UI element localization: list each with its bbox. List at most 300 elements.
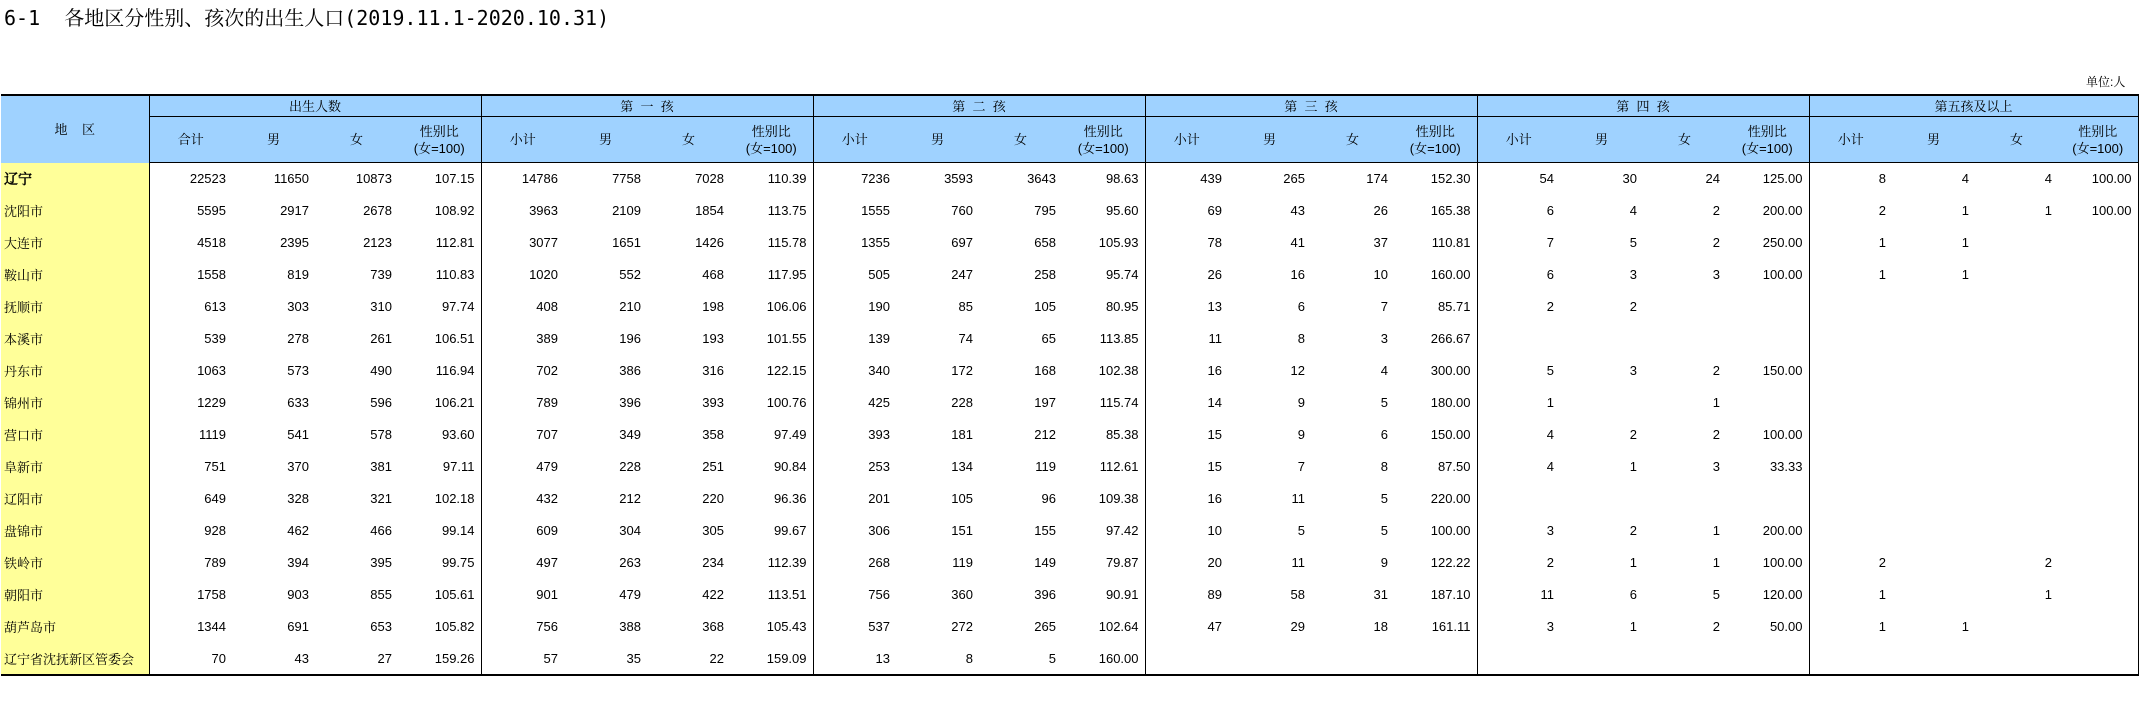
table-cell: 7758 (612, 171, 641, 187)
region-name: 大连市 (1, 227, 149, 259)
table-cell: 261 (370, 331, 392, 346)
table-cell: 1558 (197, 267, 226, 282)
table-cell: 181 (951, 427, 973, 442)
table-cell: 439 (1200, 171, 1222, 187)
table-cell: 691 (287, 619, 309, 634)
table-cell: 2 (1712, 203, 1720, 218)
table-cell: 394 (287, 555, 309, 570)
table-cell (1643, 291, 1726, 323)
table-cell: 5 (1048, 650, 1056, 666)
sub-header: 男 (232, 117, 315, 163)
table-cell: 16 (1290, 267, 1305, 282)
table-cell: 5 (1629, 235, 1637, 250)
table-row (1, 419, 2138, 451)
table-cell: 8 (965, 650, 973, 666)
table-cell (2058, 643, 2138, 675)
table-cell: 220 (702, 491, 724, 506)
table-cell: 95.74 (1062, 259, 1145, 291)
table-cell: 98.63 (1062, 163, 1145, 195)
region-name: 抚顺市 (1, 291, 149, 323)
table-cell: 702 (536, 363, 558, 378)
table-cell: 29 (1290, 619, 1305, 634)
table-cell: 4 (1629, 203, 1637, 218)
table-cell: 789 (204, 555, 226, 570)
table-cell: 5 (1380, 523, 1388, 538)
table-cell (1809, 643, 1892, 675)
table-cell: 174 (1366, 171, 1388, 187)
table-cell: 4 (1546, 427, 1554, 442)
table-cell: 2 (1712, 363, 1720, 378)
table-cell (1228, 643, 1311, 675)
table-cell: 31 (1373, 587, 1388, 602)
table-cell: 1651 (612, 235, 641, 250)
table-cell: 160.00 (1394, 259, 1477, 291)
table-cell: 228 (951, 395, 973, 410)
sub-header: 小计 (813, 117, 896, 163)
table-cell: 22 (709, 650, 724, 666)
region-name: 铁岭市 (1, 547, 149, 579)
table-cell: 220.00 (1394, 483, 1477, 515)
table-cell (1726, 483, 1809, 515)
table-cell (1892, 451, 1975, 483)
table-cell: 12 (1290, 363, 1305, 378)
sex-ratio-label: 性别比 (1747, 123, 1787, 139)
table-cell (1975, 643, 2058, 675)
table-cell: 161.11 (1394, 611, 1477, 643)
sub-header: 小计 (1145, 117, 1228, 163)
table-cell: 200.00 (1726, 515, 1809, 547)
table-cell (1975, 291, 2058, 323)
table-cell: 462 (287, 523, 309, 538)
table-cell: 2 (1629, 427, 1637, 442)
table-cell (1892, 291, 1975, 323)
sex-ratio-header (2058, 117, 2138, 163)
group-header: 第五孩及以上 (1809, 95, 2138, 117)
table-cell: 349 (619, 427, 641, 442)
table-cell: 26 (1373, 203, 1388, 218)
table-cell: 9 (1297, 395, 1305, 410)
table-row (1, 643, 2138, 675)
table-cell: 6 (1297, 299, 1305, 314)
table-cell: 425 (868, 395, 890, 410)
table-cell: 2395 (280, 235, 309, 250)
table-cell (1643, 323, 1726, 355)
sub-header: 男 (1892, 117, 1975, 163)
table-cell: 505 (868, 267, 890, 282)
table-cell (1809, 291, 1892, 323)
sub-header: 小计 (1477, 117, 1560, 163)
table-cell: 30 (1622, 171, 1637, 187)
table-cell (1726, 291, 1809, 323)
sex-ratio-label: 性别比 (1083, 123, 1123, 139)
table-cell: 2 (1712, 619, 1720, 634)
table-cell: 4 (1546, 459, 1554, 474)
table-cell: 310 (370, 299, 392, 314)
table-cell: 108.92 (398, 195, 481, 227)
table-cell: 1 (1629, 619, 1637, 634)
table-cell: 2 (1712, 235, 1720, 250)
table-cell: 306 (868, 523, 890, 538)
table-cell: 105.43 (730, 611, 813, 643)
table-cell (1809, 419, 1892, 451)
group-header: 出生人数 (149, 95, 481, 117)
sex-ratio-basis: (女=100) (1741, 140, 1793, 156)
table-cell: 150.00 (1726, 355, 1809, 387)
page-title: 6-1 各地区分性别、孩次的出生人口(2019.11.1-2020.10.31) (4, 6, 610, 30)
sub-header: 女 (1311, 117, 1394, 163)
table-cell (1311, 643, 1394, 675)
table-cell: 196 (619, 331, 641, 346)
region-header: 地 区 (1, 95, 149, 163)
table-cell: 328 (287, 491, 309, 506)
table-cell: 7 (1380, 299, 1388, 314)
sex-ratio-header (1726, 117, 1809, 163)
table-cell: 1 (1878, 587, 1886, 602)
table-cell (1726, 323, 1809, 355)
table-cell (2058, 355, 2138, 387)
table-cell: 43 (1290, 203, 1305, 218)
table-cell: 1 (2044, 587, 2052, 602)
table-cell: 113.85 (1062, 323, 1145, 355)
sub-header: 女 (1643, 117, 1726, 163)
sub-header: 女 (315, 117, 398, 163)
table-cell: 3 (1629, 363, 1637, 378)
table-cell: 268 (868, 555, 890, 570)
table-cell: 54 (1539, 171, 1554, 187)
table-cell: 5 (1380, 395, 1388, 410)
table-cell: 193 (702, 331, 724, 346)
table-cell: 78 (1207, 235, 1222, 250)
table-cell: 321 (370, 491, 392, 506)
table-cell: 16 (1207, 363, 1222, 378)
region-name: 沈阳市 (1, 195, 149, 227)
table-cell (1975, 419, 2058, 451)
table-cell (1560, 323, 1643, 355)
table-cell: 89 (1207, 587, 1222, 602)
table-cell: 649 (204, 491, 226, 506)
table-cell: 172 (951, 363, 973, 378)
table-cell: 70 (211, 650, 226, 666)
table-cell: 112.81 (398, 227, 481, 259)
table-cell: 11 (1291, 555, 1305, 570)
table-cell: 15 (1207, 427, 1222, 442)
table-cell (1975, 323, 2058, 355)
table-cell: 490 (370, 363, 392, 378)
table-cell: 9 (1380, 555, 1388, 570)
table-cell: 116.94 (398, 355, 481, 387)
table-cell (1892, 387, 1975, 419)
table-cell: 479 (536, 459, 558, 474)
table-cell: 263 (619, 555, 641, 570)
table-cell: 117.95 (730, 259, 813, 291)
table-cell (1975, 515, 2058, 547)
table-cell: 2 (1629, 523, 1637, 538)
table-cell: 466 (370, 523, 392, 538)
table-cell: 102.38 (1062, 355, 1145, 387)
table-cell: 1229 (197, 395, 226, 410)
table-cell: 250.00 (1726, 227, 1809, 259)
table-cell (2058, 451, 2138, 483)
table-cell: 96 (1041, 491, 1056, 506)
table-cell: 2 (1546, 299, 1554, 314)
table-cell: 198 (702, 299, 724, 314)
table-cell (1560, 483, 1643, 515)
table-cell: 10873 (355, 171, 392, 187)
table-cell: 396 (1034, 587, 1056, 602)
table-cell: 578 (370, 427, 392, 442)
sex-ratio-label: 性别比 (419, 123, 459, 139)
region-name: 营口市 (1, 419, 149, 451)
table-cell: 633 (287, 395, 309, 410)
table-cell (1726, 643, 1809, 675)
table-cell: 360 (951, 587, 973, 602)
table-cell: 541 (287, 427, 309, 442)
table-cell: 901 (536, 587, 558, 602)
sex-ratio-basis: (女=100) (2072, 140, 2124, 156)
table-cell: 139 (868, 331, 890, 346)
table-cell: 112.39 (730, 547, 813, 579)
table-cell: 3 (1380, 331, 1388, 346)
table-cell: 160.00 (1062, 643, 1145, 675)
table-cell: 497 (536, 555, 558, 570)
table-cell: 1 (1878, 235, 1886, 250)
table-cell: 6 (1380, 427, 1388, 442)
table-cell: 7 (1546, 235, 1554, 250)
sex-ratio-label: 性别比 (2078, 123, 2118, 139)
table-cell (1975, 227, 2058, 259)
table-row (1, 259, 2138, 291)
sex-ratio-header (398, 117, 481, 163)
table-cell: 1 (1629, 555, 1637, 570)
table-cell: 47 (1207, 619, 1222, 634)
table-cell: 789 (536, 395, 558, 410)
table-cell (1892, 355, 1975, 387)
table-cell: 1 (1546, 395, 1554, 410)
table-cell: 1555 (861, 203, 890, 218)
table-cell: 112.61 (1062, 451, 1145, 483)
table-row (1, 355, 2138, 387)
table-cell: 11 (1540, 587, 1554, 602)
table-cell: 247 (951, 267, 973, 282)
table-cell: 155 (1034, 523, 1056, 538)
table-row (1, 163, 2138, 195)
table-cell: 3 (1546, 619, 1554, 634)
table-cell: 151 (951, 523, 973, 538)
table-cell: 13 (875, 650, 890, 666)
sub-header: 女 (1975, 117, 2058, 163)
sub-header: 男 (896, 117, 979, 163)
table-cell: 1 (1629, 459, 1637, 474)
table-cell: 1 (1878, 267, 1886, 282)
table-cell: 1063 (197, 363, 226, 378)
table-cell (1892, 323, 1975, 355)
table-cell: 100.76 (730, 387, 813, 419)
table-cell: 368 (702, 619, 724, 634)
table-cell: 15 (1207, 459, 1222, 474)
table-cell: 26 (1207, 267, 1222, 282)
table-cell: 100.00 (2058, 163, 2138, 195)
table-cell: 85 (958, 299, 973, 314)
table-cell: 1 (1961, 203, 1969, 218)
table-cell (1560, 387, 1643, 419)
table-cell: 266.67 (1394, 323, 1477, 355)
table-row (1, 195, 2138, 227)
table-cell: 2 (1546, 555, 1554, 570)
table-cell: 5 (1380, 491, 1388, 506)
table-row (1, 547, 2138, 579)
table-cell: 85.38 (1062, 419, 1145, 451)
table-cell: 795 (1034, 203, 1056, 218)
table-cell (1975, 611, 2058, 643)
table-cell: 187.10 (1394, 579, 1477, 611)
table-cell: 85.71 (1394, 291, 1477, 323)
table-cell: 105.82 (398, 611, 481, 643)
sex-ratio-label: 性别比 (1415, 123, 1455, 139)
table-cell: 1 (1712, 555, 1720, 570)
table-cell: 95.60 (1062, 195, 1145, 227)
table-cell: 7 (1297, 459, 1305, 474)
table-cell: 33.33 (1726, 451, 1809, 483)
table-cell: 1020 (529, 267, 558, 282)
table-cell: 149 (1034, 555, 1056, 570)
table-cell: 855 (370, 587, 392, 602)
group-header: 第 三 孩 (1145, 95, 1477, 117)
table-cell: 159.09 (730, 643, 813, 675)
table-cell (1809, 515, 1892, 547)
table-cell: 100.00 (2058, 195, 2138, 227)
table-cell: 150.00 (1394, 419, 1477, 451)
table-cell: 100.00 (1726, 259, 1809, 291)
table-cell: 102.18 (398, 483, 481, 515)
table-cell: 1355 (861, 235, 890, 250)
table-cell: 100.00 (1394, 515, 1477, 547)
table-cell: 388 (619, 619, 641, 634)
table-row (1, 227, 2138, 259)
sub-header: 小计 (1809, 117, 1892, 163)
table-cell: 152.30 (1394, 163, 1477, 195)
sub-header: 女 (979, 117, 1062, 163)
table-cell: 613 (204, 299, 226, 314)
table-cell (1975, 451, 2058, 483)
table-cell: 50.00 (1726, 611, 1809, 643)
table-cell: 393 (702, 395, 724, 410)
table-cell: 395 (370, 555, 392, 570)
table-cell (1560, 643, 1643, 675)
table-cell (1477, 643, 1560, 675)
region-name: 丹东市 (1, 355, 149, 387)
table-cell: 11650 (273, 171, 309, 187)
table-cell: 20 (1207, 555, 1222, 570)
table-cell (2058, 323, 2138, 355)
table-cell (2058, 291, 2138, 323)
table-cell: 6 (1546, 267, 1554, 282)
sub-header: 男 (564, 117, 647, 163)
table-cell: 9 (1297, 427, 1305, 442)
table-cell (2058, 515, 2138, 547)
table-cell (1809, 387, 1892, 419)
table-cell: 210 (619, 299, 641, 314)
table-cell (1394, 643, 1477, 675)
table-cell: 14786 (521, 171, 558, 187)
sex-ratio-header (730, 117, 813, 163)
table-cell (2058, 547, 2138, 579)
sex-ratio-header (1062, 117, 1145, 163)
table-cell: 105 (951, 491, 973, 506)
table-cell: 10 (1207, 523, 1222, 538)
table-cell: 165.38 (1394, 195, 1477, 227)
table-cell: 1758 (197, 587, 226, 602)
table-cell: 272 (951, 619, 973, 634)
table-cell: 106.21 (398, 387, 481, 419)
table-cell: 106.06 (730, 291, 813, 323)
table-cell: 180.00 (1394, 387, 1477, 419)
table-cell: 99.75 (398, 547, 481, 579)
table-cell: 316 (702, 363, 724, 378)
sub-header: 合计 (149, 117, 232, 163)
table-cell: 101.55 (730, 323, 813, 355)
table-cell: 4 (1961, 171, 1969, 187)
table-cell: 35 (626, 650, 641, 666)
table-cell (2058, 419, 2138, 451)
table-cell: 113.51 (730, 579, 813, 611)
table-cell: 609 (536, 523, 558, 538)
table-cell: 212 (619, 491, 641, 506)
table-cell: 6 (1546, 203, 1554, 218)
table-cell (1975, 355, 2058, 387)
table-cell: 100.00 (1726, 547, 1809, 579)
table-cell: 760 (951, 203, 973, 218)
table-cell: 2678 (363, 203, 392, 218)
table-cell (2058, 611, 2138, 643)
table-cell: 2123 (363, 235, 392, 250)
region-name: 盘锦市 (1, 515, 149, 547)
table-cell: 2 (1629, 299, 1637, 314)
table-cell: 408 (536, 299, 558, 314)
table-cell (1726, 387, 1809, 419)
table-cell: 7028 (695, 171, 724, 187)
table-cell: 99.14 (398, 515, 481, 547)
table-cell: 1 (1712, 523, 1720, 538)
table-cell: 2 (2044, 555, 2052, 570)
table-cell (1975, 387, 2058, 419)
table-cell: 69 (1207, 203, 1222, 218)
table-cell: 3 (1712, 459, 1720, 474)
table-cell: 7236 (861, 171, 890, 187)
unit-label: 单位:人 (2086, 75, 2126, 89)
table-cell: 3643 (1027, 171, 1056, 187)
table-cell (1809, 355, 1892, 387)
sub-header: 男 (1228, 117, 1311, 163)
table-cell: 3963 (529, 203, 558, 218)
table-cell: 134 (951, 459, 973, 474)
table-cell (2058, 483, 2138, 515)
table-cell: 539 (204, 331, 226, 346)
table-row (1, 611, 2138, 643)
table-cell: 573 (287, 363, 309, 378)
region-name: 锦州市 (1, 387, 149, 419)
table-cell: 96.36 (730, 483, 813, 515)
table-cell: 11 (1291, 491, 1305, 506)
table-cell: 386 (619, 363, 641, 378)
table-cell: 97.74 (398, 291, 481, 323)
table-cell: 201 (868, 491, 890, 506)
table-cell: 102.64 (1062, 611, 1145, 643)
table-cell (1145, 643, 1228, 675)
table-cell: 168 (1034, 363, 1056, 378)
birth-population-table (1, 94, 2139, 676)
table-cell: 1 (1961, 619, 1969, 634)
group-header: 第 四 孩 (1477, 95, 1809, 117)
